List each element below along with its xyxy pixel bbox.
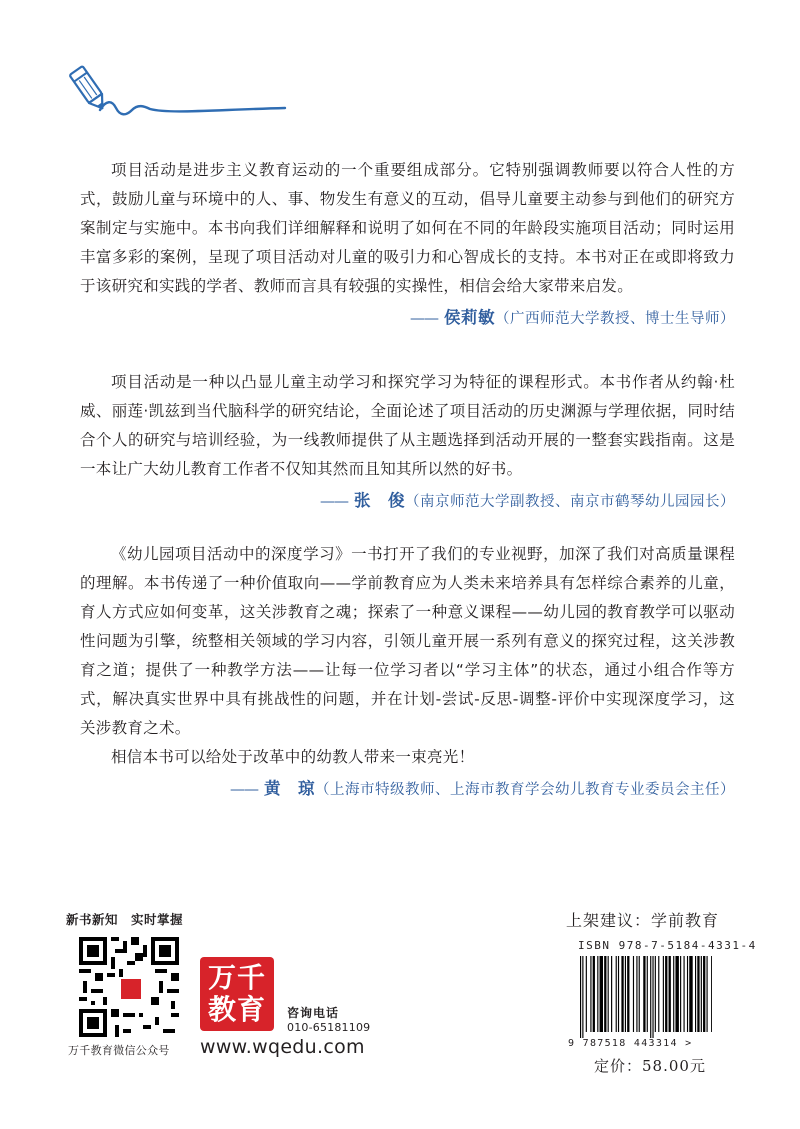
barcode-bar — [608, 956, 609, 1032]
barcode-bar — [633, 956, 634, 1032]
reviewer-name: 黄 琼 — [264, 779, 315, 798]
barcode-bar — [663, 956, 664, 1032]
barcode-bar — [597, 956, 598, 1032]
review-paragraph: 相信本书可以给处于改革中的幼教人带来一束亮光！ — [111, 748, 475, 766]
review-signature — [80, 774, 735, 805]
barcode-bar — [697, 956, 699, 1032]
pencil-icon — [60, 60, 290, 122]
publisher-logo — [200, 957, 274, 1031]
signature-dash: —— — [230, 780, 258, 798]
barcode-bar — [643, 956, 645, 1032]
barcode-bar — [675, 956, 678, 1032]
barcode-bar — [701, 956, 702, 1032]
qr-caption-bottom: 万千教育微信公众号 — [68, 1044, 170, 1057]
barcode-bar — [703, 956, 705, 1032]
barcode-bar — [652, 956, 653, 1038]
barcode-bar — [625, 956, 626, 1032]
barcode-bar — [600, 956, 603, 1032]
barcode-bar — [658, 956, 659, 1032]
contact-label: 咨询电话 — [287, 1006, 340, 1020]
logo-line: 万千 — [207, 961, 266, 994]
review-signature — [80, 486, 735, 517]
reviewer-name: 张 俊 — [354, 491, 405, 510]
barcode-bar — [647, 956, 648, 1032]
barcode-bar — [590, 956, 591, 1032]
barcode-bar — [669, 956, 671, 1032]
barcode-bar — [586, 956, 587, 1032]
barcode-digits: 9 787518 443314 > — [568, 1038, 693, 1049]
barcode-bar — [655, 956, 656, 1032]
logo-line: 教育 — [207, 993, 266, 1026]
barcode-bar — [680, 956, 681, 1032]
qr-caption-top: 新书新知 实时掌握 — [66, 912, 184, 927]
signature-dash: —— — [320, 492, 348, 510]
reviewer-name: 侯莉敏 — [444, 308, 495, 327]
review-paragraph: 《幼儿园项目活动中的深度学习》一书打开了我们的专业视野，加深了我们对高质量课程的理解。本书传递了一种价值取向——学前教育应为人类未来培养具有怎样综合素养的儿童，育人方式应如何变革，这关涉教育之魂；探索了一种意义课程——幼儿园的教育教学可以驱动性问题为引擎，统整相关领域的学习内容，引领儿童开展一系列有意义的探究过程，这关涉教育之道；提供了一种教学方法——让每一位学习者以“学习主体”的状态，通过小组合作等方式，解决真实世界中具有挑战性的问题，并在计划-尝试-反思-调整-评价中实现深度学习，这关涉教育之术。 — [80, 545, 735, 737]
barcode-bar — [593, 956, 595, 1032]
barcode-bar — [689, 956, 692, 1032]
barcode-bar — [580, 956, 581, 1038]
qr-code[interactable] — [79, 937, 179, 1037]
reviewer-title: （上海市特级教师、上海市教育学会幼儿教育专业委员会主任） — [315, 782, 735, 798]
barcode-bar — [618, 956, 619, 1032]
review-huang-qiong — [80, 540, 735, 805]
barcode-bar — [639, 956, 640, 1032]
barcode-bar — [673, 956, 674, 1032]
barcode-bar — [636, 956, 637, 1032]
barcode-bar — [582, 956, 583, 1038]
barcode-bar — [665, 956, 667, 1032]
barcode-bar — [604, 956, 606, 1032]
review-hou-limin — [80, 156, 735, 334]
barcode-bar — [695, 956, 696, 1032]
barcode-bar — [711, 956, 712, 1032]
barcode-bar — [616, 956, 617, 1032]
barcode — [580, 956, 712, 1038]
publisher-website[interactable]: www.wqedu.com — [200, 1036, 365, 1058]
reviewer-title: （南京师范大学副教授、南京市鹤琴幼儿园园长） — [405, 494, 735, 510]
review-zhang-jun — [80, 368, 735, 517]
isbn-text: ISBN 978-7-5184-4331-4 — [578, 939, 757, 952]
price: 定价：58.00元 — [594, 1057, 706, 1075]
barcode-bar — [687, 956, 688, 1032]
reviewer-title: （广西师范大学教授、博士生导师） — [495, 311, 735, 327]
barcode-bar — [707, 956, 708, 1032]
review-signature — [80, 303, 735, 334]
barcode-bar — [627, 956, 629, 1032]
signature-dash: —— — [410, 309, 438, 327]
review-paragraph: 项目活动是进步主义教育运动的一个重要组成部分。它特别强调教师要以符合人性的方式，鼓励儿童与环境中的人、事、物发生有意义的互动，倡导儿童要主动参与到他们的研究方案制定与实施中。本书向我们详细解释和说明了如何在不同的年龄段实施项目活动；同时运用丰富多彩的案例，呈现了项目活动对儿童的吸引力和心智成长的支持。本书对正在或即将致力于该研究和实践的学者、教师而言具有较强的实操性，相信会给大家带来启发。 — [80, 161, 735, 295]
shelf-suggestion: 上架建议：学前教育 — [566, 911, 720, 930]
barcode-bar — [621, 956, 623, 1032]
barcode-bar — [650, 956, 651, 1038]
review-paragraph: 项目活动是一种以凸显儿童主动学习和探究学习为特征的课程形式。本书作者从约翰·杜威、丽莲·凯兹到当代脑科学的研究结论，全面论述了项目活动的历史渊源与学理依据，同时结合个人的研究与培训经验，为一线教师提供了从主题选择到活动开展的一整套实践指南。这是一本让广大幼儿教育工作者不仅知其然而且知其所以然的好书。 — [80, 373, 735, 478]
barcode-bar — [684, 956, 685, 1032]
contact-phone: 010-65181109 — [287, 1021, 371, 1034]
barcode-bar — [611, 956, 612, 1032]
